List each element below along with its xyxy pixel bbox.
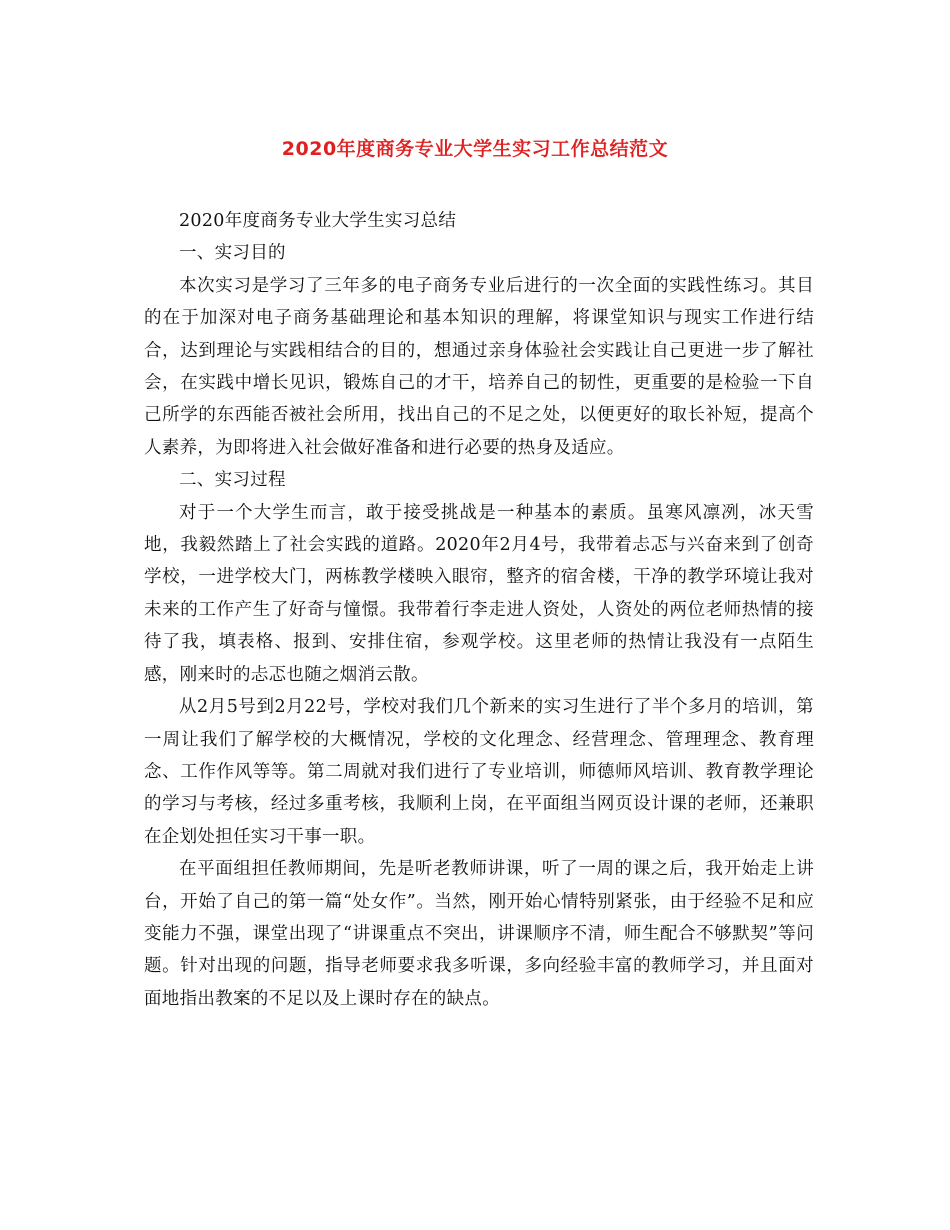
document-body bbox=[144, 205, 814, 1015]
document-title: 2020年度商务专业大学生实习工作总结范文 bbox=[281, 138, 669, 160]
body-paragraph: 从2月5号到2月22号，学校对我们几个新来的实习生进行了半个多月的培训，第一周让我们了解学校的大概情况，学校的文化理念、经营理念、管理理念、教育理念、工作作风等等。第二周就对我们进行了专业培训，师德师风培训、教育教学理论的学习与考核，经过多重考核，我顺利上岗，在平面组当网页设计课的老师，还兼职在企划处担任实习干事一职。 bbox=[144, 697, 814, 847]
section-heading-process: 二、实习过程 bbox=[179, 470, 286, 491]
subtitle-paragraph: 2020年度商务专业大学生实习总结 bbox=[179, 211, 457, 231]
body-paragraph: 对于一个大学生而言，敢于接受挑战是一种基本的素质。虽寒风凛冽，冰天雪地，我毅然踏上了社会实践的道路。2020年2月4号，我带着忐忑与兴奋来到了创奇学校，一进学校大门，两栋教学楼映入眼帘，整齐的宿舍楼，干净的教学环境让我对未来的工作产生了好奇与憧憬。我带着行李走进人资处，人资处的两位老师热情的接待了我，填表格、报到、安排住宿，参观学校。这里老师的热情让我没有一点陌生感，刚来时的忐忑也随之烟消云散。 bbox=[144, 502, 814, 685]
body-paragraph: 在平面组担任教师期间，先是听老教师讲课，听了一周的课之后，我开始走上讲台，开始了自己的第一篇“处女作”。当然，刚开始心情特别紧张，由于经验不足和应变能力不强，课堂出现了“讲课重点不突出，讲课顺序不清，师生配合不够默契”等问题。针对出现的问题，指导老师要求我多听课，多向经验丰富的教师学习，并且面对面地指出教案的不足以及上课时存在的缺点。 bbox=[144, 859, 814, 1009]
section-heading-purpose: 一、实习目的 bbox=[179, 243, 286, 264]
body-paragraph: 本次实习是学习了三年多的电子商务专业后进行的一次全面的实践性练习。其目的在于加深对电子商务基础理论和基本知识的理解，将课堂知识与现实工作进行结合，达到理论与实践相结合的目的，想通过亲身体验社会实践让自己更进一步了解社会，在实践中增长见识，锻炼自己的才干，培养自己的韧性，更重要的是检验一下自己所学的东西能否被社会所用，找出自己的不足之处，以便更好的取长补短，提高个人素养，为即将进入社会做好准备和进行必要的热身及适应。 bbox=[144, 275, 814, 458]
